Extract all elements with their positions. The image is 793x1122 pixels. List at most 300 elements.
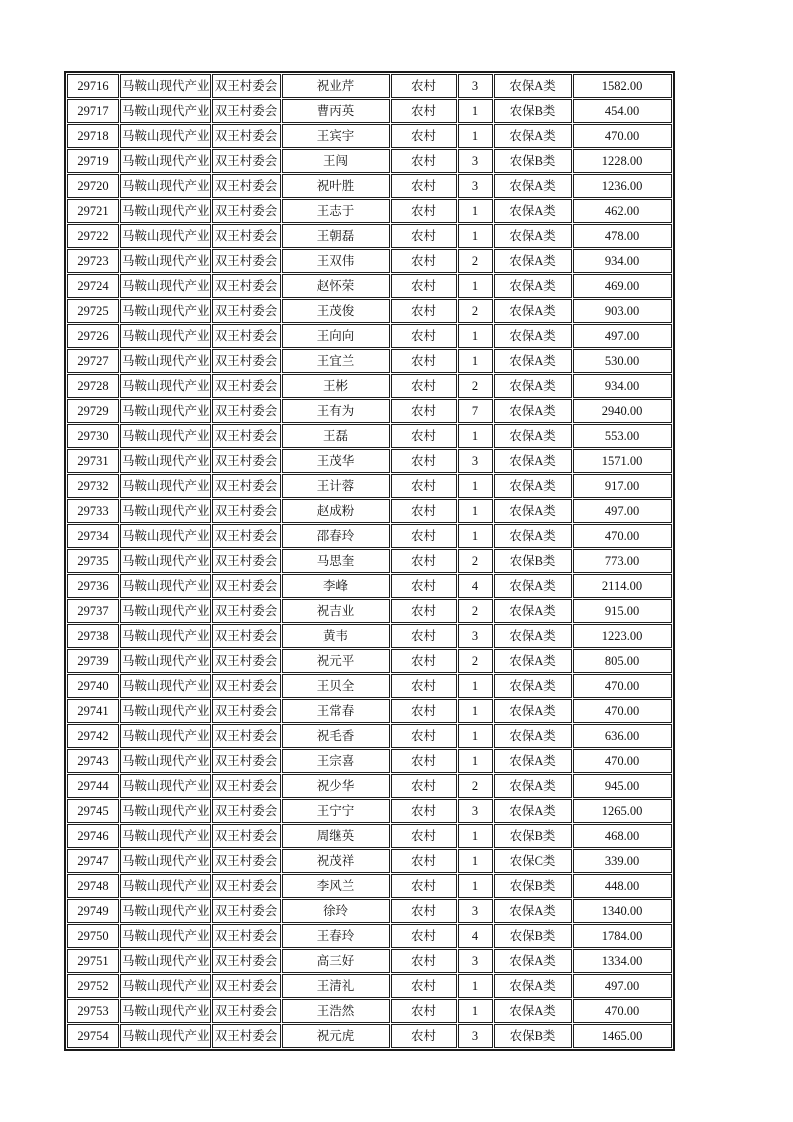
cell-insurance-category: 农保A类 — [494, 799, 572, 823]
cell-person-count: 1 — [458, 349, 493, 373]
cell-person-count: 3 — [458, 449, 493, 473]
cell-amount: 497.00 — [573, 324, 672, 348]
cell-village-committee: 双王村委会 — [212, 224, 281, 248]
cell-person-name: 王茂华 — [282, 449, 390, 473]
cell-amount: 636.00 — [573, 724, 672, 748]
table-row — [67, 624, 672, 648]
cell-township: 马鞍山现代产业 — [120, 324, 211, 348]
cell-township: 马鞍山现代产业 — [120, 299, 211, 323]
cell-village-committee: 双王村委会 — [212, 249, 281, 273]
cell-residence-type: 农村 — [391, 649, 457, 673]
cell-person-count: 3 — [458, 74, 493, 98]
cell-amount: 1228.00 — [573, 149, 672, 173]
cell-amount: 1236.00 — [573, 174, 672, 198]
table-row — [67, 724, 672, 748]
cell-serial-number: 29730 — [67, 424, 119, 448]
cell-amount: 462.00 — [573, 199, 672, 223]
cell-residence-type: 农村 — [391, 624, 457, 648]
cell-serial-number: 29739 — [67, 649, 119, 673]
cell-township: 马鞍山现代产业 — [120, 149, 211, 173]
cell-person-count: 4 — [458, 574, 493, 598]
cell-person-name: 王宜兰 — [282, 349, 390, 373]
cell-person-count: 1 — [458, 999, 493, 1023]
cell-village-committee: 双王村委会 — [212, 449, 281, 473]
cell-serial-number: 29742 — [67, 724, 119, 748]
cell-person-name: 王向向 — [282, 324, 390, 348]
cell-village-committee: 双王村委会 — [212, 1024, 281, 1048]
cell-person-name: 李风兰 — [282, 874, 390, 898]
cell-township: 马鞍山现代产业 — [120, 899, 211, 923]
cell-township: 马鞍山现代产业 — [120, 449, 211, 473]
cell-insurance-category: 农保B类 — [494, 99, 572, 123]
cell-person-count: 1 — [458, 99, 493, 123]
table-row — [67, 1024, 672, 1048]
cell-residence-type: 农村 — [391, 749, 457, 773]
cell-village-committee: 双王村委会 — [212, 724, 281, 748]
cell-insurance-category: 农保A类 — [494, 499, 572, 523]
cell-township: 马鞍山现代产业 — [120, 224, 211, 248]
cell-person-name: 王宗喜 — [282, 749, 390, 773]
cell-residence-type: 农村 — [391, 449, 457, 473]
table-row — [67, 249, 672, 273]
cell-serial-number: 29728 — [67, 374, 119, 398]
cell-residence-type: 农村 — [391, 574, 457, 598]
table-row — [67, 224, 672, 248]
cell-serial-number: 29738 — [67, 624, 119, 648]
cell-village-committee: 双王村委会 — [212, 599, 281, 623]
cell-insurance-category: 农保A类 — [494, 724, 572, 748]
cell-amount: 470.00 — [573, 749, 672, 773]
table-row — [67, 449, 672, 473]
cell-person-count: 2 — [458, 299, 493, 323]
cell-amount: 470.00 — [573, 124, 672, 148]
cell-amount: 470.00 — [573, 674, 672, 698]
cell-residence-type: 农村 — [391, 1024, 457, 1048]
cell-person-count: 1 — [458, 824, 493, 848]
cell-residence-type: 农村 — [391, 549, 457, 573]
cell-township: 马鞍山现代产业 — [120, 824, 211, 848]
cell-serial-number: 29753 — [67, 999, 119, 1023]
cell-village-committee: 双王村委会 — [212, 649, 281, 673]
cell-person-name: 王茂俊 — [282, 299, 390, 323]
cell-amount: 1334.00 — [573, 949, 672, 973]
table-row — [67, 924, 672, 948]
cell-amount: 945.00 — [573, 774, 672, 798]
cell-person-name: 王志于 — [282, 199, 390, 223]
cell-village-committee: 双王村委会 — [212, 749, 281, 773]
cell-person-count: 4 — [458, 924, 493, 948]
cell-township: 马鞍山现代产业 — [120, 474, 211, 498]
cell-residence-type: 农村 — [391, 949, 457, 973]
cell-insurance-category: 农保A类 — [494, 974, 572, 998]
cell-amount: 1340.00 — [573, 899, 672, 923]
cell-residence-type: 农村 — [391, 899, 457, 923]
cell-person-name: 王有为 — [282, 399, 390, 423]
cell-amount: 478.00 — [573, 224, 672, 248]
table-row — [67, 574, 672, 598]
cell-residence-type: 农村 — [391, 324, 457, 348]
cell-person-name: 祝元虎 — [282, 1024, 390, 1048]
cell-person-name: 王宾宇 — [282, 124, 390, 148]
cell-person-count: 2 — [458, 249, 493, 273]
table-row — [67, 749, 672, 773]
cell-township: 马鞍山现代产业 — [120, 649, 211, 673]
cell-serial-number: 29726 — [67, 324, 119, 348]
cell-township: 马鞍山现代产业 — [120, 924, 211, 948]
cell-insurance-category: 农保B类 — [494, 1024, 572, 1048]
cell-person-name: 王贝全 — [282, 674, 390, 698]
cell-village-committee: 双王村委会 — [212, 999, 281, 1023]
cell-person-name: 马思奎 — [282, 549, 390, 573]
cell-amount: 497.00 — [573, 499, 672, 523]
cell-person-count: 1 — [458, 849, 493, 873]
cell-serial-number: 29734 — [67, 524, 119, 548]
cell-person-name: 王朝磊 — [282, 224, 390, 248]
cell-village-committee: 双王村委会 — [212, 499, 281, 523]
table-row — [67, 599, 672, 623]
cell-insurance-category: 农保A类 — [494, 249, 572, 273]
cell-person-name: 高三好 — [282, 949, 390, 973]
cell-serial-number: 29740 — [67, 674, 119, 698]
cell-person-name: 祝吉业 — [282, 599, 390, 623]
cell-township: 马鞍山现代产业 — [120, 424, 211, 448]
cell-insurance-category: 农保A类 — [494, 624, 572, 648]
cell-person-count: 1 — [458, 874, 493, 898]
cell-insurance-category: 农保B类 — [494, 549, 572, 573]
cell-serial-number: 29732 — [67, 474, 119, 498]
cell-residence-type: 农村 — [391, 599, 457, 623]
cell-insurance-category: 农保A类 — [494, 174, 572, 198]
table-row — [67, 799, 672, 823]
table-row — [67, 649, 672, 673]
cell-amount: 2940.00 — [573, 399, 672, 423]
table-row — [67, 549, 672, 573]
cell-village-committee: 双王村委会 — [212, 849, 281, 873]
cell-person-count: 2 — [458, 549, 493, 573]
table-row — [67, 874, 672, 898]
cell-person-count: 2 — [458, 374, 493, 398]
cell-person-count: 1 — [458, 674, 493, 698]
cell-village-committee: 双王村委会 — [212, 674, 281, 698]
cell-township: 马鞍山现代产业 — [120, 849, 211, 873]
cell-person-count: 1 — [458, 199, 493, 223]
cell-village-committee: 双王村委会 — [212, 899, 281, 923]
cell-insurance-category: 农保C类 — [494, 849, 572, 873]
cell-residence-type: 农村 — [391, 199, 457, 223]
cell-township: 马鞍山现代产业 — [120, 249, 211, 273]
cell-person-name: 赵成粉 — [282, 499, 390, 523]
table-row — [67, 174, 672, 198]
cell-residence-type: 农村 — [391, 674, 457, 698]
cell-residence-type: 农村 — [391, 774, 457, 798]
cell-insurance-category: 农保A类 — [494, 399, 572, 423]
cell-person-name: 王磊 — [282, 424, 390, 448]
cell-village-committee: 双王村委会 — [212, 74, 281, 98]
table-row — [67, 499, 672, 523]
cell-person-name: 祝元平 — [282, 649, 390, 673]
table-row — [67, 474, 672, 498]
cell-residence-type: 农村 — [391, 249, 457, 273]
cell-serial-number: 29749 — [67, 899, 119, 923]
cell-township: 马鞍山现代产业 — [120, 499, 211, 523]
cell-serial-number: 29743 — [67, 749, 119, 773]
cell-serial-number: 29737 — [67, 599, 119, 623]
cell-amount: 553.00 — [573, 424, 672, 448]
cell-village-committee: 双王村委会 — [212, 524, 281, 548]
cell-residence-type: 农村 — [391, 174, 457, 198]
cell-township: 马鞍山现代产业 — [120, 1024, 211, 1048]
cell-amount: 805.00 — [573, 649, 672, 673]
cell-serial-number: 29716 — [67, 74, 119, 98]
cell-serial-number: 29720 — [67, 174, 119, 198]
cell-insurance-category: 农保A类 — [494, 449, 572, 473]
cell-residence-type: 农村 — [391, 999, 457, 1023]
cell-village-committee: 双王村委会 — [212, 699, 281, 723]
cell-township: 马鞍山现代产业 — [120, 624, 211, 648]
cell-person-count: 3 — [458, 949, 493, 973]
cell-serial-number: 29717 — [67, 99, 119, 123]
cell-residence-type: 农村 — [391, 499, 457, 523]
cell-township: 马鞍山现代产业 — [120, 174, 211, 198]
cell-insurance-category: 农保A类 — [494, 224, 572, 248]
cell-residence-type: 农村 — [391, 274, 457, 298]
cell-amount: 468.00 — [573, 824, 672, 848]
table-row — [67, 374, 672, 398]
cell-residence-type: 农村 — [391, 74, 457, 98]
cell-insurance-category: 农保A类 — [494, 999, 572, 1023]
cell-insurance-category: 农保A类 — [494, 674, 572, 698]
cell-person-count: 3 — [458, 624, 493, 648]
cell-person-count: 7 — [458, 399, 493, 423]
cell-amount: 1582.00 — [573, 74, 672, 98]
cell-person-name: 祝毛香 — [282, 724, 390, 748]
cell-insurance-category: 农保A类 — [494, 599, 572, 623]
cell-person-count: 1 — [458, 724, 493, 748]
cell-person-name: 祝少华 — [282, 774, 390, 798]
cell-person-name: 曹丙英 — [282, 99, 390, 123]
cell-person-count: 1 — [458, 974, 493, 998]
cell-serial-number: 29754 — [67, 1024, 119, 1048]
cell-serial-number: 29727 — [67, 349, 119, 373]
cell-village-committee: 双王村委会 — [212, 124, 281, 148]
table-row — [67, 999, 672, 1023]
cell-village-committee: 双王村委会 — [212, 924, 281, 948]
cell-insurance-category: 农保A类 — [494, 899, 572, 923]
cell-residence-type: 农村 — [391, 524, 457, 548]
cell-serial-number: 29752 — [67, 974, 119, 998]
cell-serial-number: 29722 — [67, 224, 119, 248]
cell-insurance-category: 农保A类 — [494, 774, 572, 798]
cell-insurance-category: 农保A类 — [494, 274, 572, 298]
table-row — [67, 99, 672, 123]
table-row — [67, 974, 672, 998]
cell-person-name: 王宁宁 — [282, 799, 390, 823]
table-row — [67, 424, 672, 448]
cell-person-name: 徐玲 — [282, 899, 390, 923]
table-row — [67, 349, 672, 373]
cell-township: 马鞍山现代产业 — [120, 124, 211, 148]
cell-person-name: 李峰 — [282, 574, 390, 598]
cell-amount: 934.00 — [573, 249, 672, 273]
cell-amount: 1465.00 — [573, 1024, 672, 1048]
cell-amount: 454.00 — [573, 99, 672, 123]
cell-insurance-category: 农保A类 — [494, 699, 572, 723]
cell-serial-number: 29718 — [67, 124, 119, 148]
cell-serial-number: 29736 — [67, 574, 119, 598]
cell-person-name: 祝叶胜 — [282, 174, 390, 198]
cell-village-committee: 双王村委会 — [212, 574, 281, 598]
cell-amount: 1784.00 — [573, 924, 672, 948]
cell-residence-type: 农村 — [391, 849, 457, 873]
cell-township: 马鞍山现代产业 — [120, 874, 211, 898]
table-body — [67, 74, 672, 1048]
cell-person-count: 3 — [458, 149, 493, 173]
table-row — [67, 949, 672, 973]
table-row — [67, 274, 672, 298]
cell-village-committee: 双王村委会 — [212, 774, 281, 798]
cell-person-name: 赵怀荣 — [282, 274, 390, 298]
cell-village-committee: 双王村委会 — [212, 624, 281, 648]
cell-amount: 339.00 — [573, 849, 672, 873]
cell-person-count: 1 — [458, 474, 493, 498]
cell-residence-type: 农村 — [391, 824, 457, 848]
cell-insurance-category: 农保A类 — [494, 124, 572, 148]
cell-insurance-category: 农保B类 — [494, 149, 572, 173]
cell-village-committee: 双王村委会 — [212, 149, 281, 173]
cell-serial-number: 29744 — [67, 774, 119, 798]
cell-residence-type: 农村 — [391, 374, 457, 398]
cell-amount: 469.00 — [573, 274, 672, 298]
cell-township: 马鞍山现代产业 — [120, 799, 211, 823]
cell-residence-type: 农村 — [391, 149, 457, 173]
cell-township: 马鞍山现代产业 — [120, 724, 211, 748]
cell-residence-type: 农村 — [391, 724, 457, 748]
cell-amount: 448.00 — [573, 874, 672, 898]
table-row — [67, 849, 672, 873]
cell-amount: 470.00 — [573, 699, 672, 723]
cell-serial-number: 29723 — [67, 249, 119, 273]
cell-person-count: 1 — [458, 749, 493, 773]
table-row — [67, 674, 672, 698]
cell-village-committee: 双王村委会 — [212, 199, 281, 223]
cell-serial-number: 29745 — [67, 799, 119, 823]
cell-residence-type: 农村 — [391, 874, 457, 898]
cell-person-name: 王常春 — [282, 699, 390, 723]
cell-person-count: 1 — [458, 424, 493, 448]
cell-insurance-category: 农保A类 — [494, 324, 572, 348]
table-row — [67, 524, 672, 548]
cell-serial-number: 29725 — [67, 299, 119, 323]
cell-amount: 917.00 — [573, 474, 672, 498]
cell-village-committee: 双王村委会 — [212, 399, 281, 423]
cell-township: 马鞍山现代产业 — [120, 99, 211, 123]
cell-insurance-category: 农保A类 — [494, 474, 572, 498]
cell-person-name: 周继英 — [282, 824, 390, 848]
cell-serial-number: 29750 — [67, 924, 119, 948]
cell-person-name: 王春玲 — [282, 924, 390, 948]
cell-person-count: 1 — [458, 274, 493, 298]
cell-serial-number: 29747 — [67, 849, 119, 873]
cell-person-name: 王双伟 — [282, 249, 390, 273]
cell-serial-number: 29721 — [67, 199, 119, 223]
cell-person-name: 邵春玲 — [282, 524, 390, 548]
cell-township: 马鞍山现代产业 — [120, 699, 211, 723]
table-row — [67, 699, 672, 723]
cell-person-count: 1 — [458, 699, 493, 723]
cell-serial-number: 29731 — [67, 449, 119, 473]
cell-amount: 773.00 — [573, 549, 672, 573]
cell-person-count: 2 — [458, 774, 493, 798]
table-row — [67, 899, 672, 923]
table-row — [67, 149, 672, 173]
cell-serial-number: 29733 — [67, 499, 119, 523]
cell-residence-type: 农村 — [391, 424, 457, 448]
cell-person-count: 3 — [458, 899, 493, 923]
cell-residence-type: 农村 — [391, 474, 457, 498]
cell-serial-number: 29748 — [67, 874, 119, 898]
cell-township: 马鞍山现代产业 — [120, 199, 211, 223]
cell-township: 马鞍山现代产业 — [120, 999, 211, 1023]
cell-township: 马鞍山现代产业 — [120, 749, 211, 773]
cell-insurance-category: 农保A类 — [494, 524, 572, 548]
cell-person-count: 1 — [458, 324, 493, 348]
cell-township: 马鞍山现代产业 — [120, 574, 211, 598]
table-row — [67, 74, 672, 98]
cell-person-name: 王浩然 — [282, 999, 390, 1023]
cell-person-count: 1 — [458, 124, 493, 148]
cell-village-committee: 双王村委会 — [212, 299, 281, 323]
cell-residence-type: 农村 — [391, 99, 457, 123]
cell-person-count: 1 — [458, 499, 493, 523]
cell-amount: 1265.00 — [573, 799, 672, 823]
cell-township: 马鞍山现代产业 — [120, 974, 211, 998]
cell-person-count: 3 — [458, 174, 493, 198]
cell-township: 马鞍山现代产业 — [120, 774, 211, 798]
cell-insurance-category: 农保A类 — [494, 299, 572, 323]
cell-insurance-category: 农保A类 — [494, 374, 572, 398]
table-row — [67, 124, 672, 148]
cell-village-committee: 双王村委会 — [212, 824, 281, 848]
cell-amount: 1223.00 — [573, 624, 672, 648]
cell-amount: 915.00 — [573, 599, 672, 623]
cell-insurance-category: 农保A类 — [494, 349, 572, 373]
pension-roster-table — [64, 71, 675, 1051]
cell-insurance-category: 农保B类 — [494, 874, 572, 898]
cell-residence-type: 农村 — [391, 974, 457, 998]
cell-township: 马鞍山现代产业 — [120, 349, 211, 373]
cell-township: 马鞍山现代产业 — [120, 274, 211, 298]
cell-insurance-category: 农保A类 — [494, 949, 572, 973]
cell-village-committee: 双王村委会 — [212, 799, 281, 823]
cell-insurance-category: 农保A类 — [494, 649, 572, 673]
cell-amount: 934.00 — [573, 374, 672, 398]
table-row — [67, 774, 672, 798]
cell-insurance-category: 农保A类 — [494, 749, 572, 773]
cell-insurance-category: 农保A类 — [494, 199, 572, 223]
cell-amount: 903.00 — [573, 299, 672, 323]
cell-township: 马鞍山现代产业 — [120, 524, 211, 548]
cell-village-committee: 双王村委会 — [212, 549, 281, 573]
cell-serial-number: 29729 — [67, 399, 119, 423]
cell-insurance-category: 农保A类 — [494, 574, 572, 598]
cell-residence-type: 农村 — [391, 349, 457, 373]
table-row — [67, 199, 672, 223]
cell-serial-number: 29719 — [67, 149, 119, 173]
cell-person-count: 1 — [458, 524, 493, 548]
cell-person-name: 王清礼 — [282, 974, 390, 998]
cell-village-committee: 双王村委会 — [212, 374, 281, 398]
cell-village-committee: 双王村委会 — [212, 174, 281, 198]
